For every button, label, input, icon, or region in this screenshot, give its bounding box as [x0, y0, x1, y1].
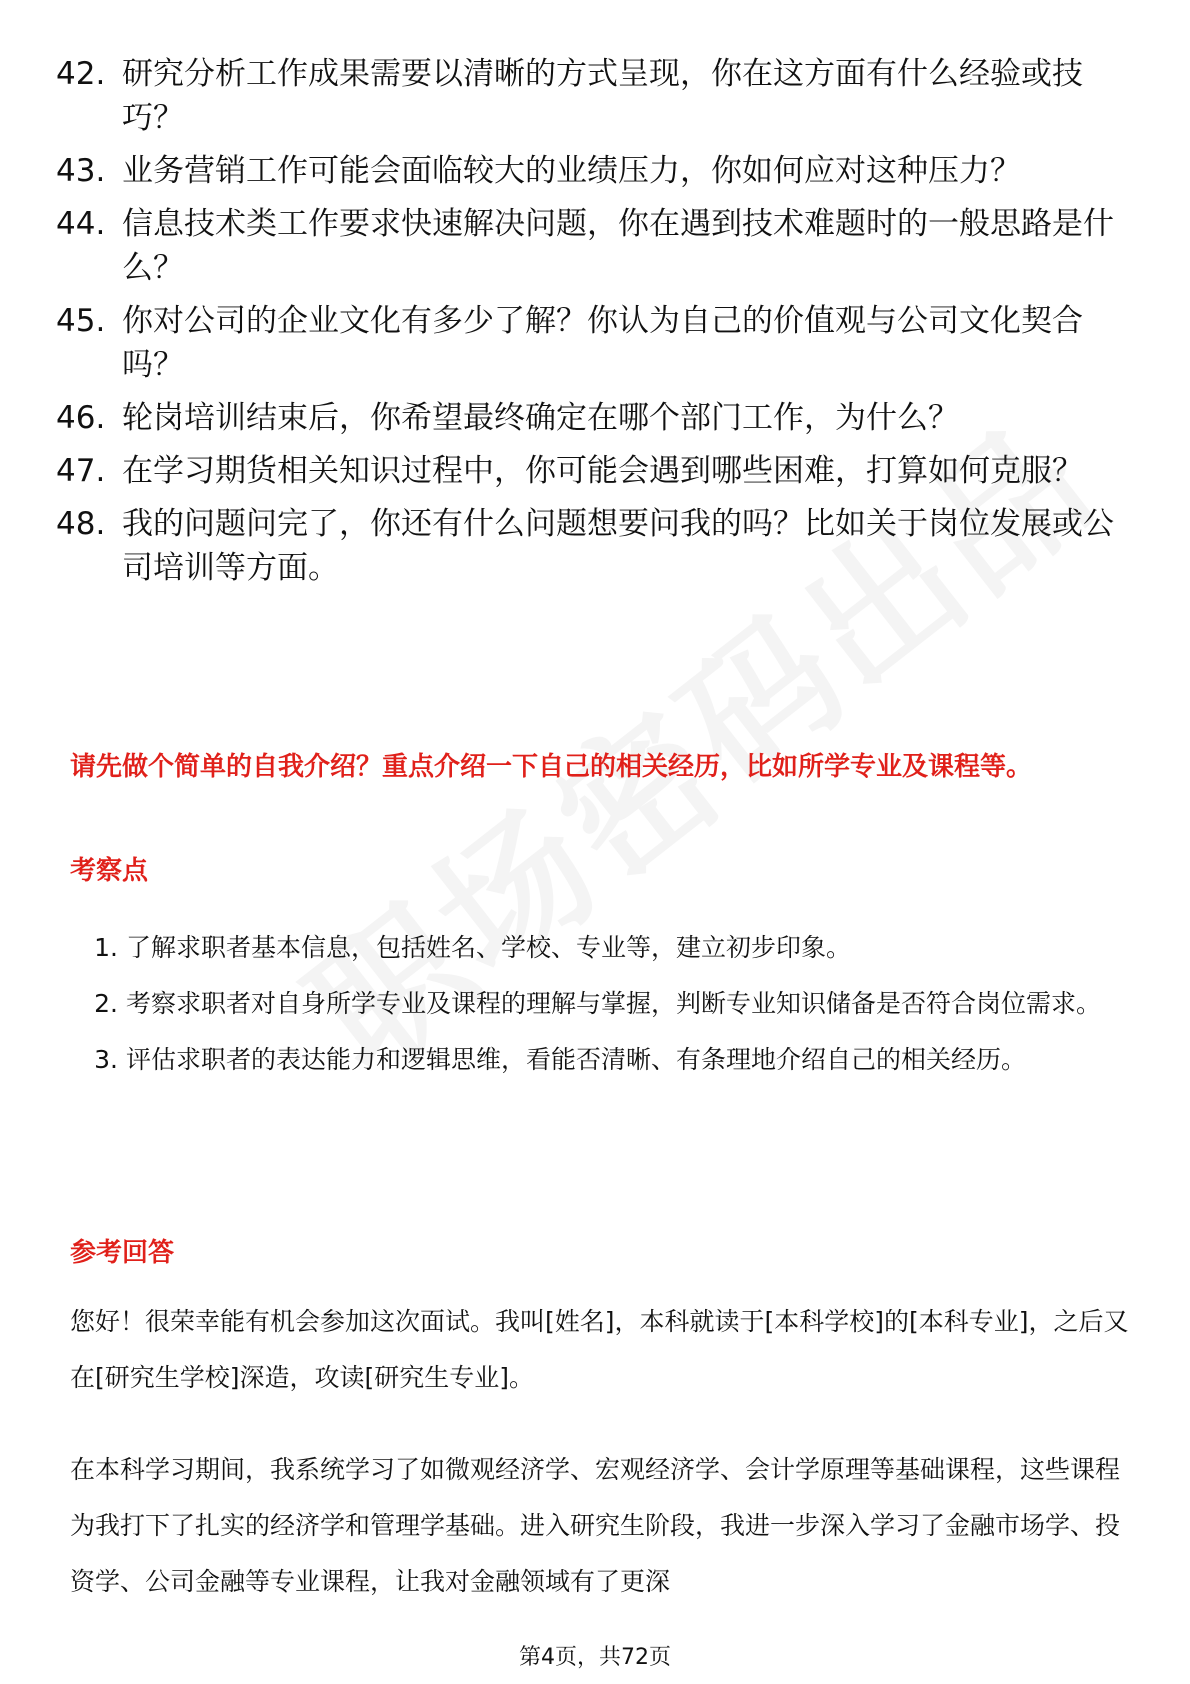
question-number: 46. [56, 400, 106, 436]
question-number: 42. [56, 56, 106, 92]
question-text: 在学习期货相关知识过程中，你可能会遇到哪些困难，打算如何克服？ [122, 453, 1083, 489]
question-text: 轮岗培训结束后，你希望最终确定在哪个部门工作，为什么？ [122, 400, 959, 436]
point-item [70, 976, 1130, 1032]
question-number: 44. [56, 206, 106, 242]
question-text: 业务营销工作可能会面临较大的业绩压力，你如何应对这种压力？ [122, 153, 1021, 189]
points-heading: 考察点 [70, 856, 149, 886]
point-item [70, 920, 1130, 976]
point-text: 评估求职者的表达能力和逻辑思维，看能否清晰、有条理地介绍自己的相关经历。 [126, 1045, 1027, 1074]
page-footer: 第4页，共72页 [519, 1645, 671, 1670]
question-item [56, 202, 1136, 290]
question-item [56, 52, 1136, 140]
section-question: 请先做个简单的自我介绍？重点介绍一下自己的相关经历，比如所学专业及课程等。 [70, 752, 1033, 782]
question-number: 43. [56, 153, 106, 189]
point-text: 考察求职者对自身所学专业及课程的理解与掌握，判断专业知识储备是否符合岗位需求。 [126, 989, 1102, 1018]
point-item [70, 1032, 1130, 1088]
answer-heading: 参考回答 [70, 1238, 175, 1268]
point-number: 3. [94, 1045, 118, 1074]
question-text: 研究分析工作成果需要以清晰的方式呈现，你在这方面有什么经验或技巧？ [122, 56, 1083, 136]
point-number: 2. [94, 989, 118, 1018]
point-number: 1. [94, 933, 118, 962]
question-item [56, 449, 1136, 493]
question-item [56, 299, 1136, 387]
point-text: 了解求职者基本信息，包括姓名、学校、专业等，建立初步印象。 [126, 933, 852, 962]
answer-paragraph: 您好！很荣幸能有机会参加这次面试。我叫[姓名]，本科就读于[本科学校]的[本科专业]，之后又在[研究生学校]深造，攻读[研究生专业]。 [70, 1307, 1129, 1392]
question-number: 48. [56, 506, 106, 542]
question-item [56, 502, 1136, 590]
question-number: 45. [56, 303, 106, 339]
question-item [56, 149, 1136, 193]
question-text: 我的问题问完了，你还有什么问题想要问我的吗？比如关于岗位发展或公司培训等方面。 [122, 506, 1114, 586]
question-number: 47. [56, 453, 106, 489]
points-list [70, 920, 1130, 1088]
question-item [56, 396, 1136, 440]
answer-paragraph: 在本科学习期间，我系统学习了如微观经济学、宏观经济学、会计学原理等基础课程，这些课程为我打下了扎实的经济学和管理学基础。进入研究生阶段，我进一步深入学习了金融市场学、投资学、公司金融等专业课程，让我对金融领域有了更深 [70, 1455, 1121, 1596]
question-text: 你对公司的企业文化有多少了解？你认为自己的价值观与公司文化契合吗？ [122, 303, 1083, 383]
question-text: 信息技术类工作要求快速解决问题，你在遇到技术难题时的一般思路是什么？ [122, 206, 1114, 286]
question-list [56, 52, 1136, 599]
